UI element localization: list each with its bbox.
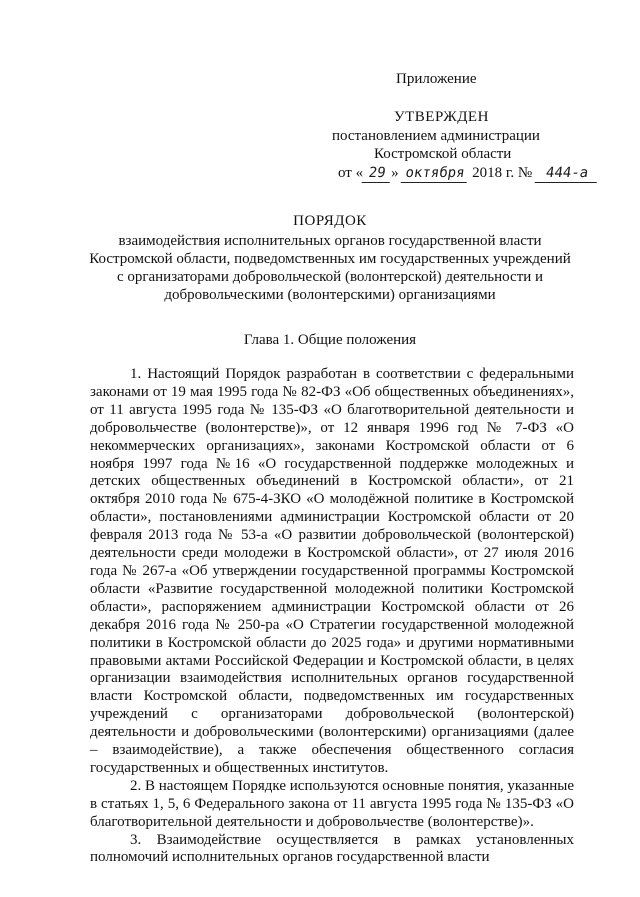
date-prefix: от « — [338, 165, 364, 181]
title-line: взаимодействия исполнительных органов государственной власти — [118, 233, 542, 249]
approval-region-line: Костромской области — [374, 146, 512, 162]
approval-date-line — [338, 164, 598, 183]
document-title — [60, 212, 600, 304]
appendix-label: Приложение — [396, 71, 477, 87]
document-body — [90, 366, 574, 867]
handwritten-day: 29 — [362, 164, 393, 183]
title-line: Костромской области, подведомственных им государственных учреждений — [89, 251, 571, 267]
approval-by-line: постановлением администрации — [332, 128, 540, 144]
title-line: с организаторами добровольческой (волонтерской) деятельности и — [116, 269, 544, 285]
handwritten-number: 444-а — [535, 164, 600, 183]
paragraph-3: 3. Взаимодействие осуществляется в рамках установленных полномочий исполнительных органов государственной власти — [90, 831, 574, 866]
title-line: добровольческими (волонтерскими) организациями — [164, 287, 496, 303]
title-heading: ПОРЯДОК — [293, 213, 367, 229]
paragraph-2: 2. В настоящем Порядке используются основные понятия, указанные в статьях 1, 5, 6 Федерального закона от 11 августа 1995 года № 135-ФЗ «О благотворительной деятельности и добровольчестве (волонтерстве)». — [90, 777, 574, 830]
date-quote-close: » — [391, 165, 399, 181]
chapter-heading: Глава 1. Общие положения — [243, 332, 417, 348]
handwritten-month: октября — [401, 164, 470, 183]
date-year: 2018 г. № — [472, 165, 533, 181]
paragraph-1: 1. Настоящий Порядок разработан в соответствии с федеральными законами от 19 мая 1995 года № 82-ФЗ «Об общественных объединениях», от 11 августа 1995 года № 135-ФЗ «О благотворительной деятельности и добровольчестве (волонтерстве)», от 12 января 1996 год № 7-ФЗ «О некоммерческих организациях», законами Костромской области от 6 ноября 1997 года №16 «О государственной поддержке молодежных и детских общественных объединений в Костромской области», от 21 октября 2010 года № 675-4-ЗКО «О молодёжной политике в Костромской области», постановлениями администрации Костромской области от 20 февраля 2013 года № 53-а «О развитии добровольческой (волонтерской) деятельности среди молодежи в Костромской области», от 27 июля 2016 года № 267-а «Об утверждении государственной программы Костромской области «Развитие государственной молодежной политики Костромской области», распоряжением администрации Костромской области от 26 декабря 2016 года № 250-ра «О Стратегии государственной молодежной политики в Костромской области до 2025 года» и другими нормативными правовыми актами Российской Федерации и Костромской области, в целях организации взаимодействия исполнительных органов государственной власти Костромской области, подведомственных им государственных учреждений с организаторами добровольческой (волонтерской) деятельности и добровольческими (волонтерскими) организациями (далее – взаимодействие), а также обеспечения общественного согласия государственных и общественных институтов. — [90, 366, 574, 776]
approved-label: УТВЕРЖДЕН — [394, 109, 489, 125]
